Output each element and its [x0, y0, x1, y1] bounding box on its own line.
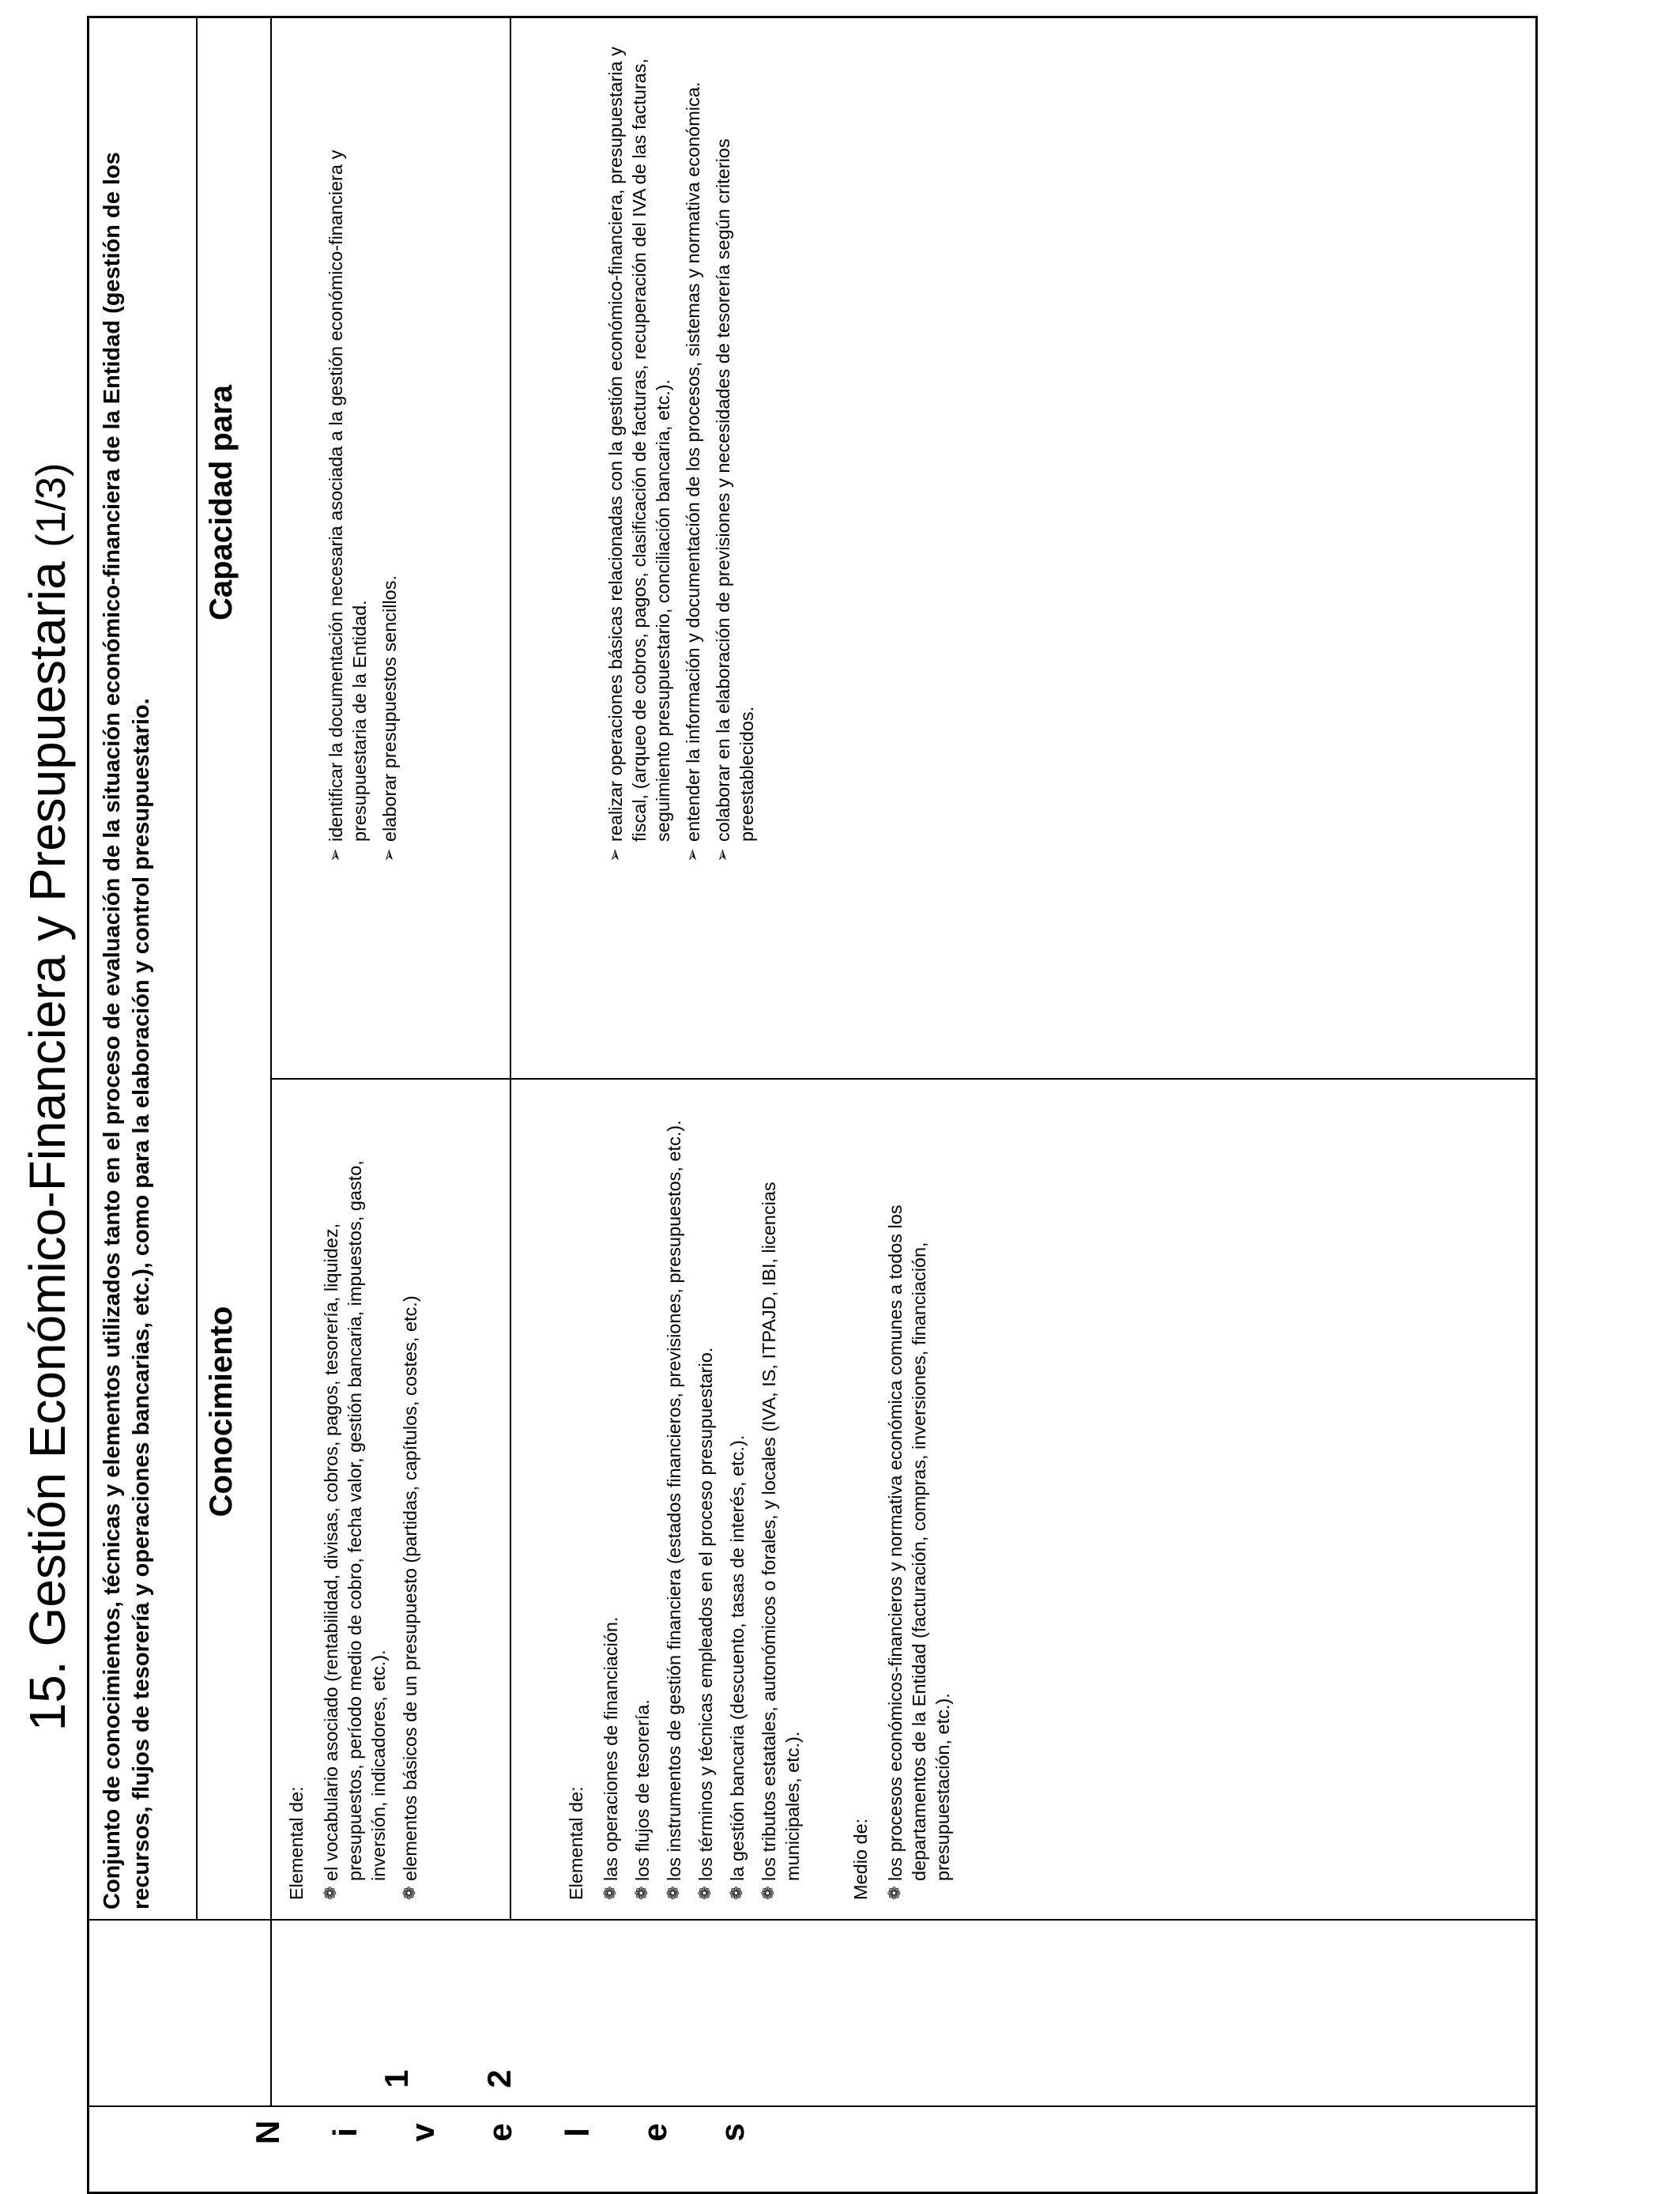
flower-bullet-icon: ❁ [322, 1886, 340, 1900]
level1-conocimiento-label: Elemental de: [286, 1786, 307, 1900]
list-item: ❁ las operaciones de financiación. [601, 1616, 621, 1900]
competency-description: Conjunto de conocimientos, técnicas y elementos utilizados tanto en el proceso de evaluación de la situación económico-financiera de la Entidad (gestión de los recursos, flujos de tesorería y operaciones bancarias, etc.), como para la elaboración y control presupuestario. [100, 152, 154, 1909]
table-border-right [87, 16, 1538, 18]
level2-conocimiento [564, 1102, 962, 1900]
list-item: ❁ los flujos de tesorería. [632, 1699, 653, 1900]
nivel-letter: e [481, 2123, 518, 2142]
page-title [17, 0, 81, 2194]
header-capacidad: Capacidad para [204, 385, 239, 620]
level2-capacidad [604, 40, 765, 862]
list-item: ➢ entender la información y documentación de los procesos, sistemas y normativa económica. [683, 81, 703, 862]
arrow-bullet-icon: ➢ [714, 848, 732, 862]
nivel-letter: s [714, 2123, 751, 2142]
list-item: ➢ elaborar presupuestos sencillos. [379, 575, 400, 862]
nivel-letter: N [249, 2120, 286, 2145]
nivel-letter: i [326, 2128, 363, 2137]
nivel-letter: v [404, 2123, 441, 2142]
level-number-1: 1 [378, 2069, 415, 2088]
intro-divider [196, 16, 198, 1921]
level-divider [510, 16, 511, 1921]
flower-bullet-icon: ❁ [665, 1886, 683, 1900]
list-item: ❁ los términos y técnicas empleados en el proceso presupuestario. [695, 1347, 716, 1900]
table-border-top [87, 16, 89, 2194]
level-number-2: 2 [480, 2069, 518, 2088]
arrow-bullet-icon: ➢ [606, 848, 624, 862]
arrow-bullet-icon: ➢ [326, 848, 345, 862]
flower-bullet-icon: ❁ [401, 1886, 419, 1900]
header-conocimiento: Conocimiento [204, 1306, 239, 1517]
arrow-bullet-icon: ➢ [380, 848, 398, 862]
list-item: ❁ el vocabulario asociado (rentabilidad, divisas, cobros, pagos, tesorería, liquidez, presupuestos, período medio de cobro, fecha valor, gestión bancaria, impuestos, gasto, inversión, indicadores, etc.). [321, 1160, 389, 1900]
table-border-bottom [1535, 16, 1538, 2194]
list-item: ➢ identificar la documentación necesaria asociada a la gestión económico-financiera y presupuestaria de la Entidad. [326, 149, 370, 862]
nivel-letter: l [559, 2128, 596, 2137]
niveles-label [229, 2109, 771, 2156]
list-item: ❁ la gestión bancaria (descuento, tasas de interés, etc.). [727, 1434, 748, 1900]
flower-bullet-icon: ❁ [759, 1886, 778, 1900]
flower-bullet-icon: ❁ [728, 1886, 746, 1900]
flower-bullet-icon: ❁ [696, 1886, 714, 1900]
list-item: ➢ realizar operaciones básicas relacionadas con la gestión económico-financiera, presupuestaria y fiscal, (arqueo de cobros, pagos, clasificación de facturas, recuperación del IVA de las facturas, seguimiento presupuestario, conciliación bancaria, etc.). [605, 47, 673, 862]
list-item: ❁ los instrumentos de gestión financiera (estados financieros, previsiones, presupuestos, etc.). [664, 1120, 684, 1900]
level2-conocimiento-label: Elemental de: [566, 1786, 586, 1900]
nivel-letter: e [636, 2123, 673, 2142]
title-page-indicator: (1/3) [28, 462, 74, 548]
header-divider [270, 16, 272, 2107]
flower-bullet-icon: ❁ [886, 1886, 904, 1900]
title-main: 15. Gestión Económico-Financiera y Presupuestaria [19, 561, 76, 1732]
list-item: ❁ los procesos económicos-financieros y normativa económica comunes a todos los departamentos de la Entidad (facturación, compras, inversiones, financiación, presupuestación, etc.). [885, 1204, 953, 1900]
list-item: ❁ los tributos estatales, autonómicos o forales, y locales (IVA, IS, ITPAJD, IBI, licencias municipales, etc.). [759, 1182, 803, 1900]
nivel-column-divider [87, 2105, 1538, 2107]
level2-conocimiento-label-medio: Medio de: [850, 1818, 871, 1900]
flower-bullet-icon: ❁ [601, 1886, 620, 1900]
column-divider [270, 1078, 1538, 1080]
level-number-divider [87, 1919, 1538, 1921]
arrow-bullet-icon: ➢ [684, 848, 702, 862]
list-item: ➢ colaborar en la elaboración de previsiones y necesidades de tesorería según criterios preestablecidos. [713, 138, 757, 862]
level1-conocimiento [284, 1102, 430, 1900]
flower-bullet-icon: ❁ [633, 1886, 651, 1900]
list-item: ❁ elementos básicos de un presupuesto (partidas, capítulos, costes, etc.) [400, 1295, 420, 1900]
level1-capacidad [324, 40, 408, 862]
